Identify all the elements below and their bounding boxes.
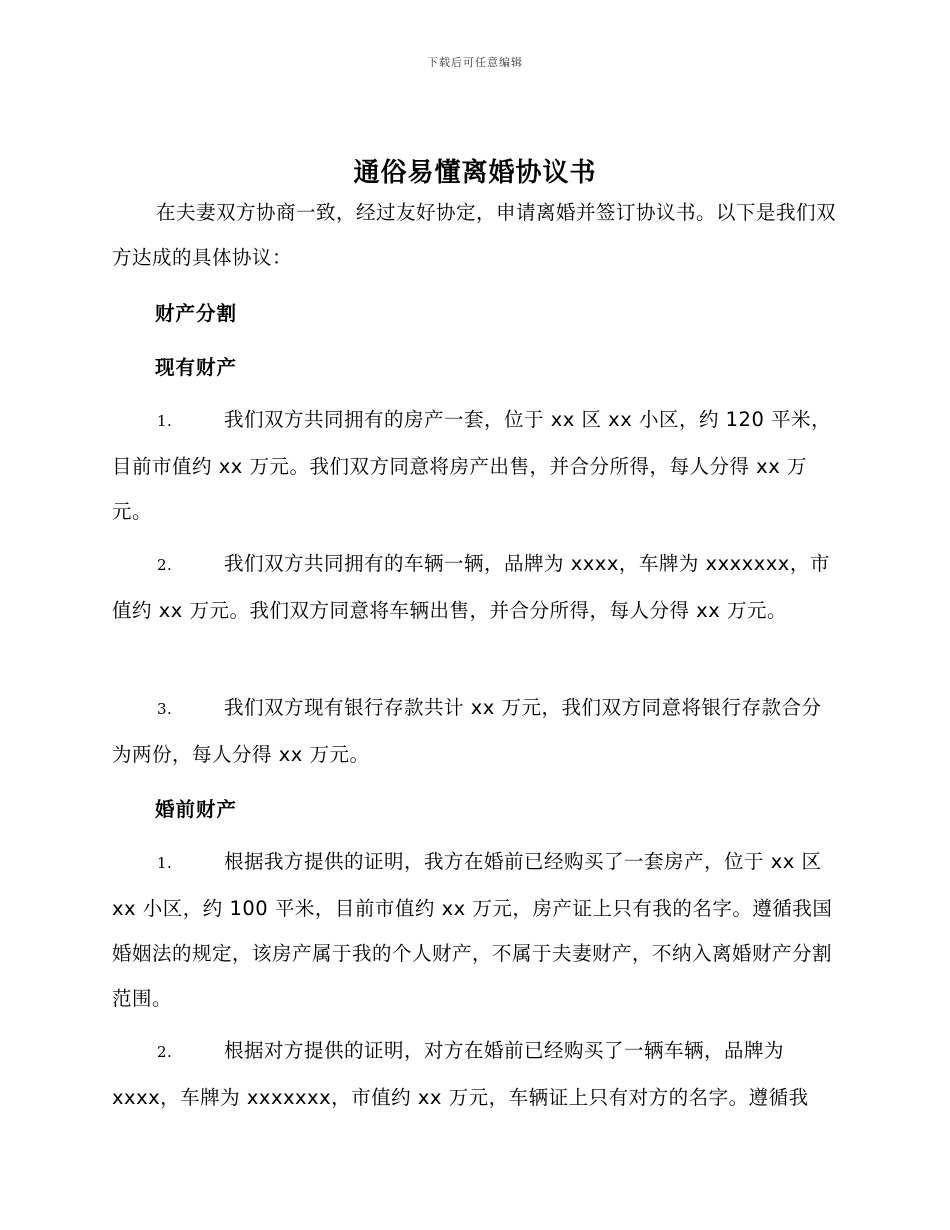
list-item-number: 2. bbox=[157, 556, 173, 574]
list-item bbox=[112, 1028, 840, 1120]
header-note: 下载后可任意编辑 bbox=[427, 56, 523, 69]
list-item-number: 1. bbox=[157, 854, 173, 872]
list-item-text: 根据我方提供的证明，我方在婚前已经购买了一套房产，位于 xx 区 xx 小区，约 100 平米，目前市值约 xx 万元，房产证上只有我的名字。遵循我国婚姻法的规定，该房产属于我的个人财产，不属于夫妻财产，不纳入离婚财产分割范围。 bbox=[112, 850, 833, 1010]
section-heading-premarital-assets: 婚前财产 bbox=[155, 798, 238, 821]
list-item-text: 我们双方现有银行存款共计 xx 万元，我们双方同意将银行存款合分为两份，每人分得 xx 万元。 bbox=[112, 696, 822, 766]
list-item-number: 3. bbox=[157, 700, 173, 718]
page-title: 通俗易懂离婚协议书 bbox=[353, 158, 597, 188]
list-item-text: 根据对方提供的证明，对方在婚前已经购买了一辆车辆，品牌为 xxxx，车牌为 xxxxxxx，市值约 xx 万元，车辆证上只有对方的名字。遵循我 bbox=[112, 1039, 809, 1109]
section-heading-current-assets: 现有财产 bbox=[155, 356, 238, 379]
intro-paragraph: 在夫妻双方协商一致，经过友好协定，申请离婚并签订协议书。以下是我们双方达成的具体协议： bbox=[112, 201, 837, 269]
section-heading-property-division: 财产分割 bbox=[155, 302, 238, 325]
list-item bbox=[112, 839, 840, 1021]
list-item-text: 我们双方共同拥有的车辆一辆，品牌为 xxxx，车牌为 xxxxxxx，市值约 xx 万元。我们双方同意将车辆出售，并合分所得，每人分得 xx 万元。 bbox=[112, 552, 830, 622]
list-item-number: 1. bbox=[157, 412, 173, 430]
list-item bbox=[112, 541, 840, 633]
list-item-number: 2. bbox=[157, 1043, 173, 1061]
list-item bbox=[112, 685, 840, 777]
list-item bbox=[112, 397, 840, 534]
list-item-text: 我们双方共同拥有的房产一套，位于 xx 区 xx 小区，约 120 平米，目前市值约 xx 万元。我们双方同意将房产出售，并合分所得，每人分得 xx 万元。 bbox=[112, 408, 832, 523]
